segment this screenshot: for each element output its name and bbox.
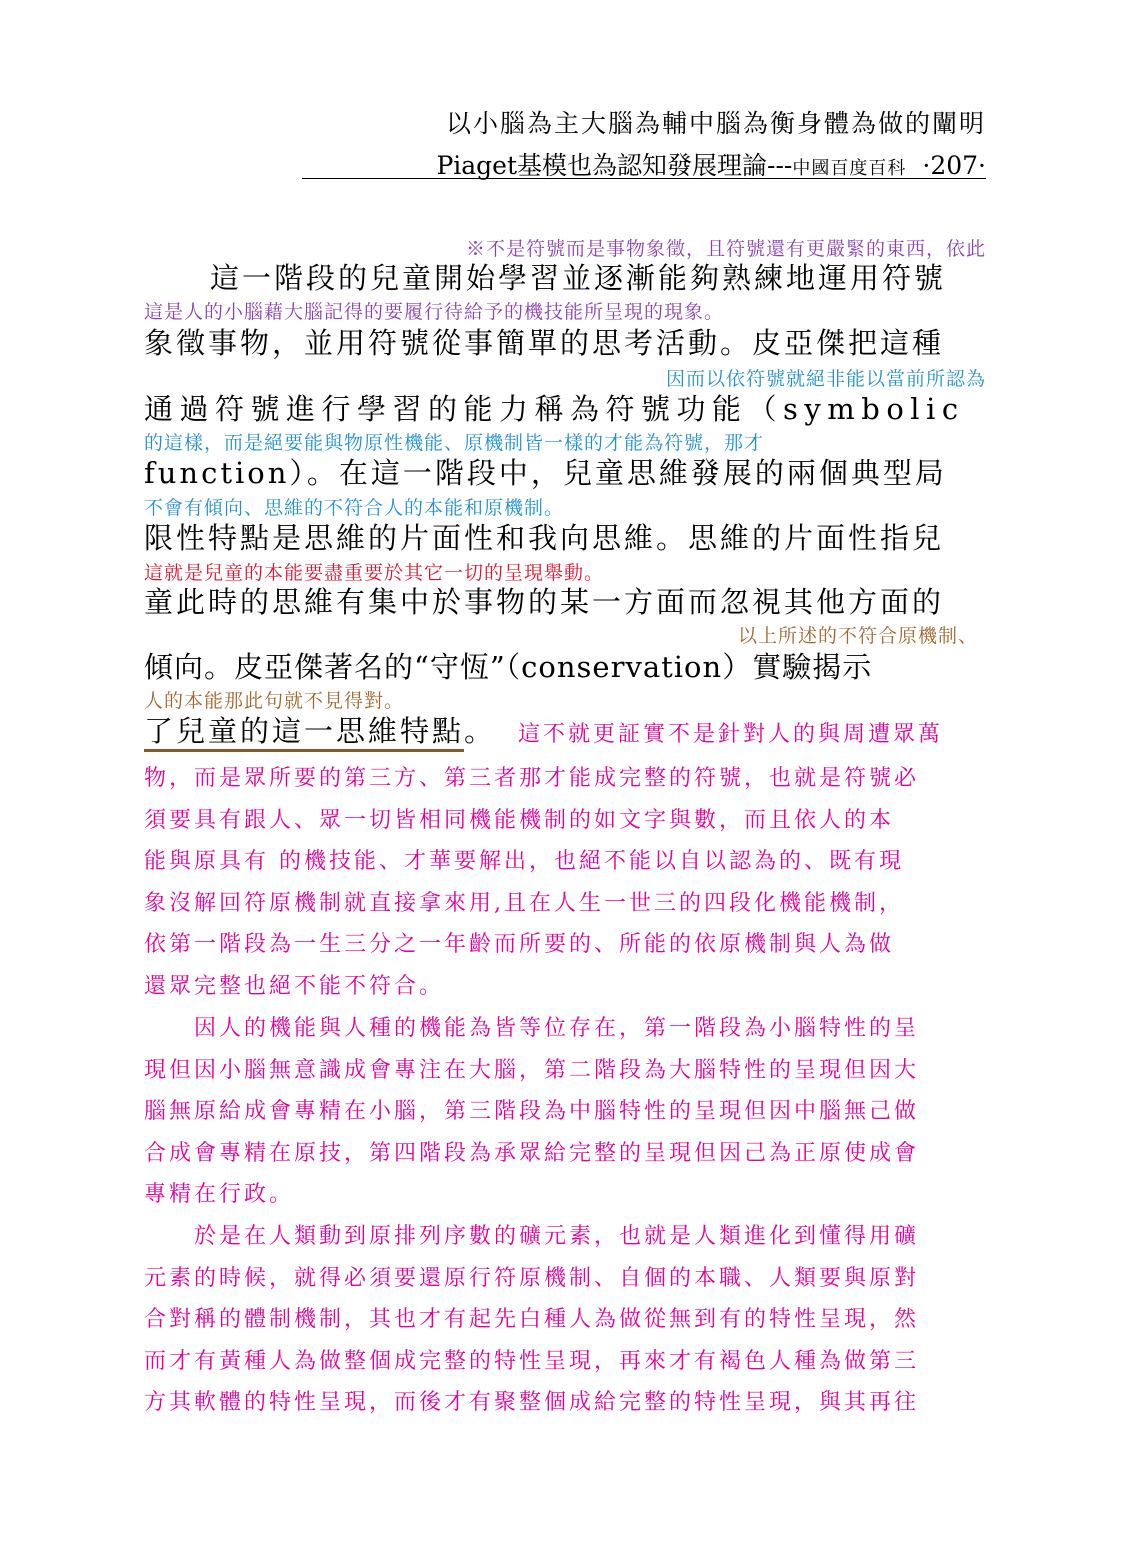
text-line-8-b: 。 — [464, 714, 497, 748]
annotation-red-1: 這就是兒童的本能要盡重要於其它一切的呈現舉動。 — [144, 562, 605, 584]
paragraph-2 — [144, 1008, 986, 1216]
annotation-brown-1: 以上所述的不符合原機制、 — [737, 625, 978, 647]
paragraph-line: 物，而是眾所要的第三方、第三者那才能成完整的符號，也就是符號必 — [144, 766, 920, 791]
annotation-brown-2: 人的本能那此句就不見得對。 — [144, 690, 405, 712]
underline-brown-2: 了兒童的這一思維特點 — [144, 714, 464, 752]
paragraph-line: 方其軟體的特性呈現，而後才有聚整個成給完整的特性呈現，與其再往 — [144, 1390, 920, 1415]
underline-blue-2: 通過符號進行學習的能力稱為符號功能（symbolic — [144, 392, 965, 426]
annotation-purple-1: ※不是符號而是事物象徵，且符號還有更嚴緊的東西，依此 — [465, 238, 986, 260]
subtitle-main: Piaget基模也為認知發展理論--- — [436, 151, 793, 180]
header-rule — [302, 178, 986, 179]
text-line-1-a: 這一階段的兒童開始學習 — [210, 261, 563, 295]
text-line-7-b: 。皮亞傑著名的“守恆”（conservation）實驗 — [204, 650, 813, 684]
annotation-blue-2: 的這樣，而是絕要能與物原性機能、原機制皆一樣的才能為符號，那才 — [144, 432, 765, 454]
document-title: 以小腦為主大腦為輔中腦為衡身體為做的闡明 — [445, 109, 986, 138]
text-line-5-b: 。 — [656, 521, 689, 555]
underline-red-2: 童此時的思維有集中於事物的某一方面而忽視其他方面的 — [144, 585, 944, 619]
underline-blue-1: 皮亞傑把這種 — [752, 326, 944, 360]
text-line-2 — [144, 326, 986, 360]
paragraph-line: 象沒解回符原機制就直接拿來用,且在人生一世三的四段化機能機制， — [144, 890, 904, 916]
underline-blue-3: function）。在這一階段中，兒童思維發展的兩個典型局 — [144, 456, 947, 490]
paragraph-1 — [144, 758, 986, 1007]
paragraph-line: 依第一階段為一生三分之一年齡而所要的、所能的依原機制與人為做 — [144, 932, 895, 957]
underline-purple-2: 象徵事物，並用符號從事簡單的思考活動 — [144, 326, 720, 360]
paragraph-3 — [144, 1216, 986, 1424]
underline-brown-1: 揭示 — [812, 650, 872, 684]
annotation-blue-3: 不會有傾向、思維的不符合人的本能和原機制。 — [144, 497, 565, 519]
paragraph-line: 而才有黃種人為做整個成完整的特性呈現，再來才有褐色人種為做第三 — [144, 1348, 920, 1374]
underline-red-3: 傾向 — [144, 650, 204, 684]
paragraph-line: 須要具有跟人、眾一切皆相同機能機制的如文字與數，而且依人的本 — [144, 807, 895, 833]
page-number: ·207· — [922, 151, 986, 180]
text-line-8 — [144, 714, 986, 752]
underline-blue-4: 限性特點是思維的片面性和我向思維 — [144, 521, 656, 555]
underline-red-1: 思維的片面性指兒 — [688, 521, 944, 555]
underline-purple-1: 並逐漸能夠熟練地運用符號 — [562, 261, 946, 295]
paragraph-line: 合成會專精在原技，第四階段為承眾給完整的呈現但因己為正原使成會 — [144, 1140, 920, 1166]
paragraph-line: 元素的時候，就得必須要還原行符原機制、自個的本職、人類要與原對 — [144, 1265, 920, 1291]
document-subtitle — [436, 146, 986, 182]
text-line-7 — [144, 650, 986, 684]
text-line-3 — [144, 392, 986, 426]
annotation-blue-1: 因而以依符號就絕非能以當前所認為 — [665, 368, 986, 390]
paragraph-line: 合對稱的體制機制，其也才有起先白種人為做從無到有的特性呈現，然 — [144, 1307, 920, 1332]
paragraph-line: 還眾完整也絕不能不符合。 — [144, 973, 445, 999]
text-line-1 — [144, 261, 986, 295]
text-line-8-magenta: 這不就更証實不是針對人的與周遭眾萬 — [518, 722, 944, 747]
text-line-2-b: 。 — [720, 326, 753, 360]
paragraph-line: 能與原具有 的機技能、才華要解出，也絕不能以自以認為的、既有現 — [144, 849, 904, 874]
paragraph-line: 現但因小腦無意識成會專注在大腦，第二階段為大腦特性的呈現但因大 — [144, 1057, 920, 1083]
subtitle-source: 中國百度百科 — [792, 158, 907, 179]
paragraph-line: 專精在行政。 — [144, 1182, 295, 1207]
annotation-purple-2: 這是人的小腦藉大腦記得的要履行待給予的機技能所呈現的現象。 — [144, 301, 725, 323]
text-line-5 — [144, 521, 986, 555]
text-line-4 — [144, 456, 986, 490]
paragraph-line: 腦無原給成會專精在小腦，第三階段為中腦特性的呈現但因中腦無己做 — [144, 1099, 920, 1124]
text-line-6 — [144, 585, 986, 619]
paragraph-line: 因人的機能與人種的機能為皆等位存在，第一階段為小腦特性的呈 — [144, 1016, 920, 1041]
paragraph-line: 於是在人類動到原排列序數的礦元素，也就是人類進化到懂得用礦 — [144, 1224, 920, 1249]
